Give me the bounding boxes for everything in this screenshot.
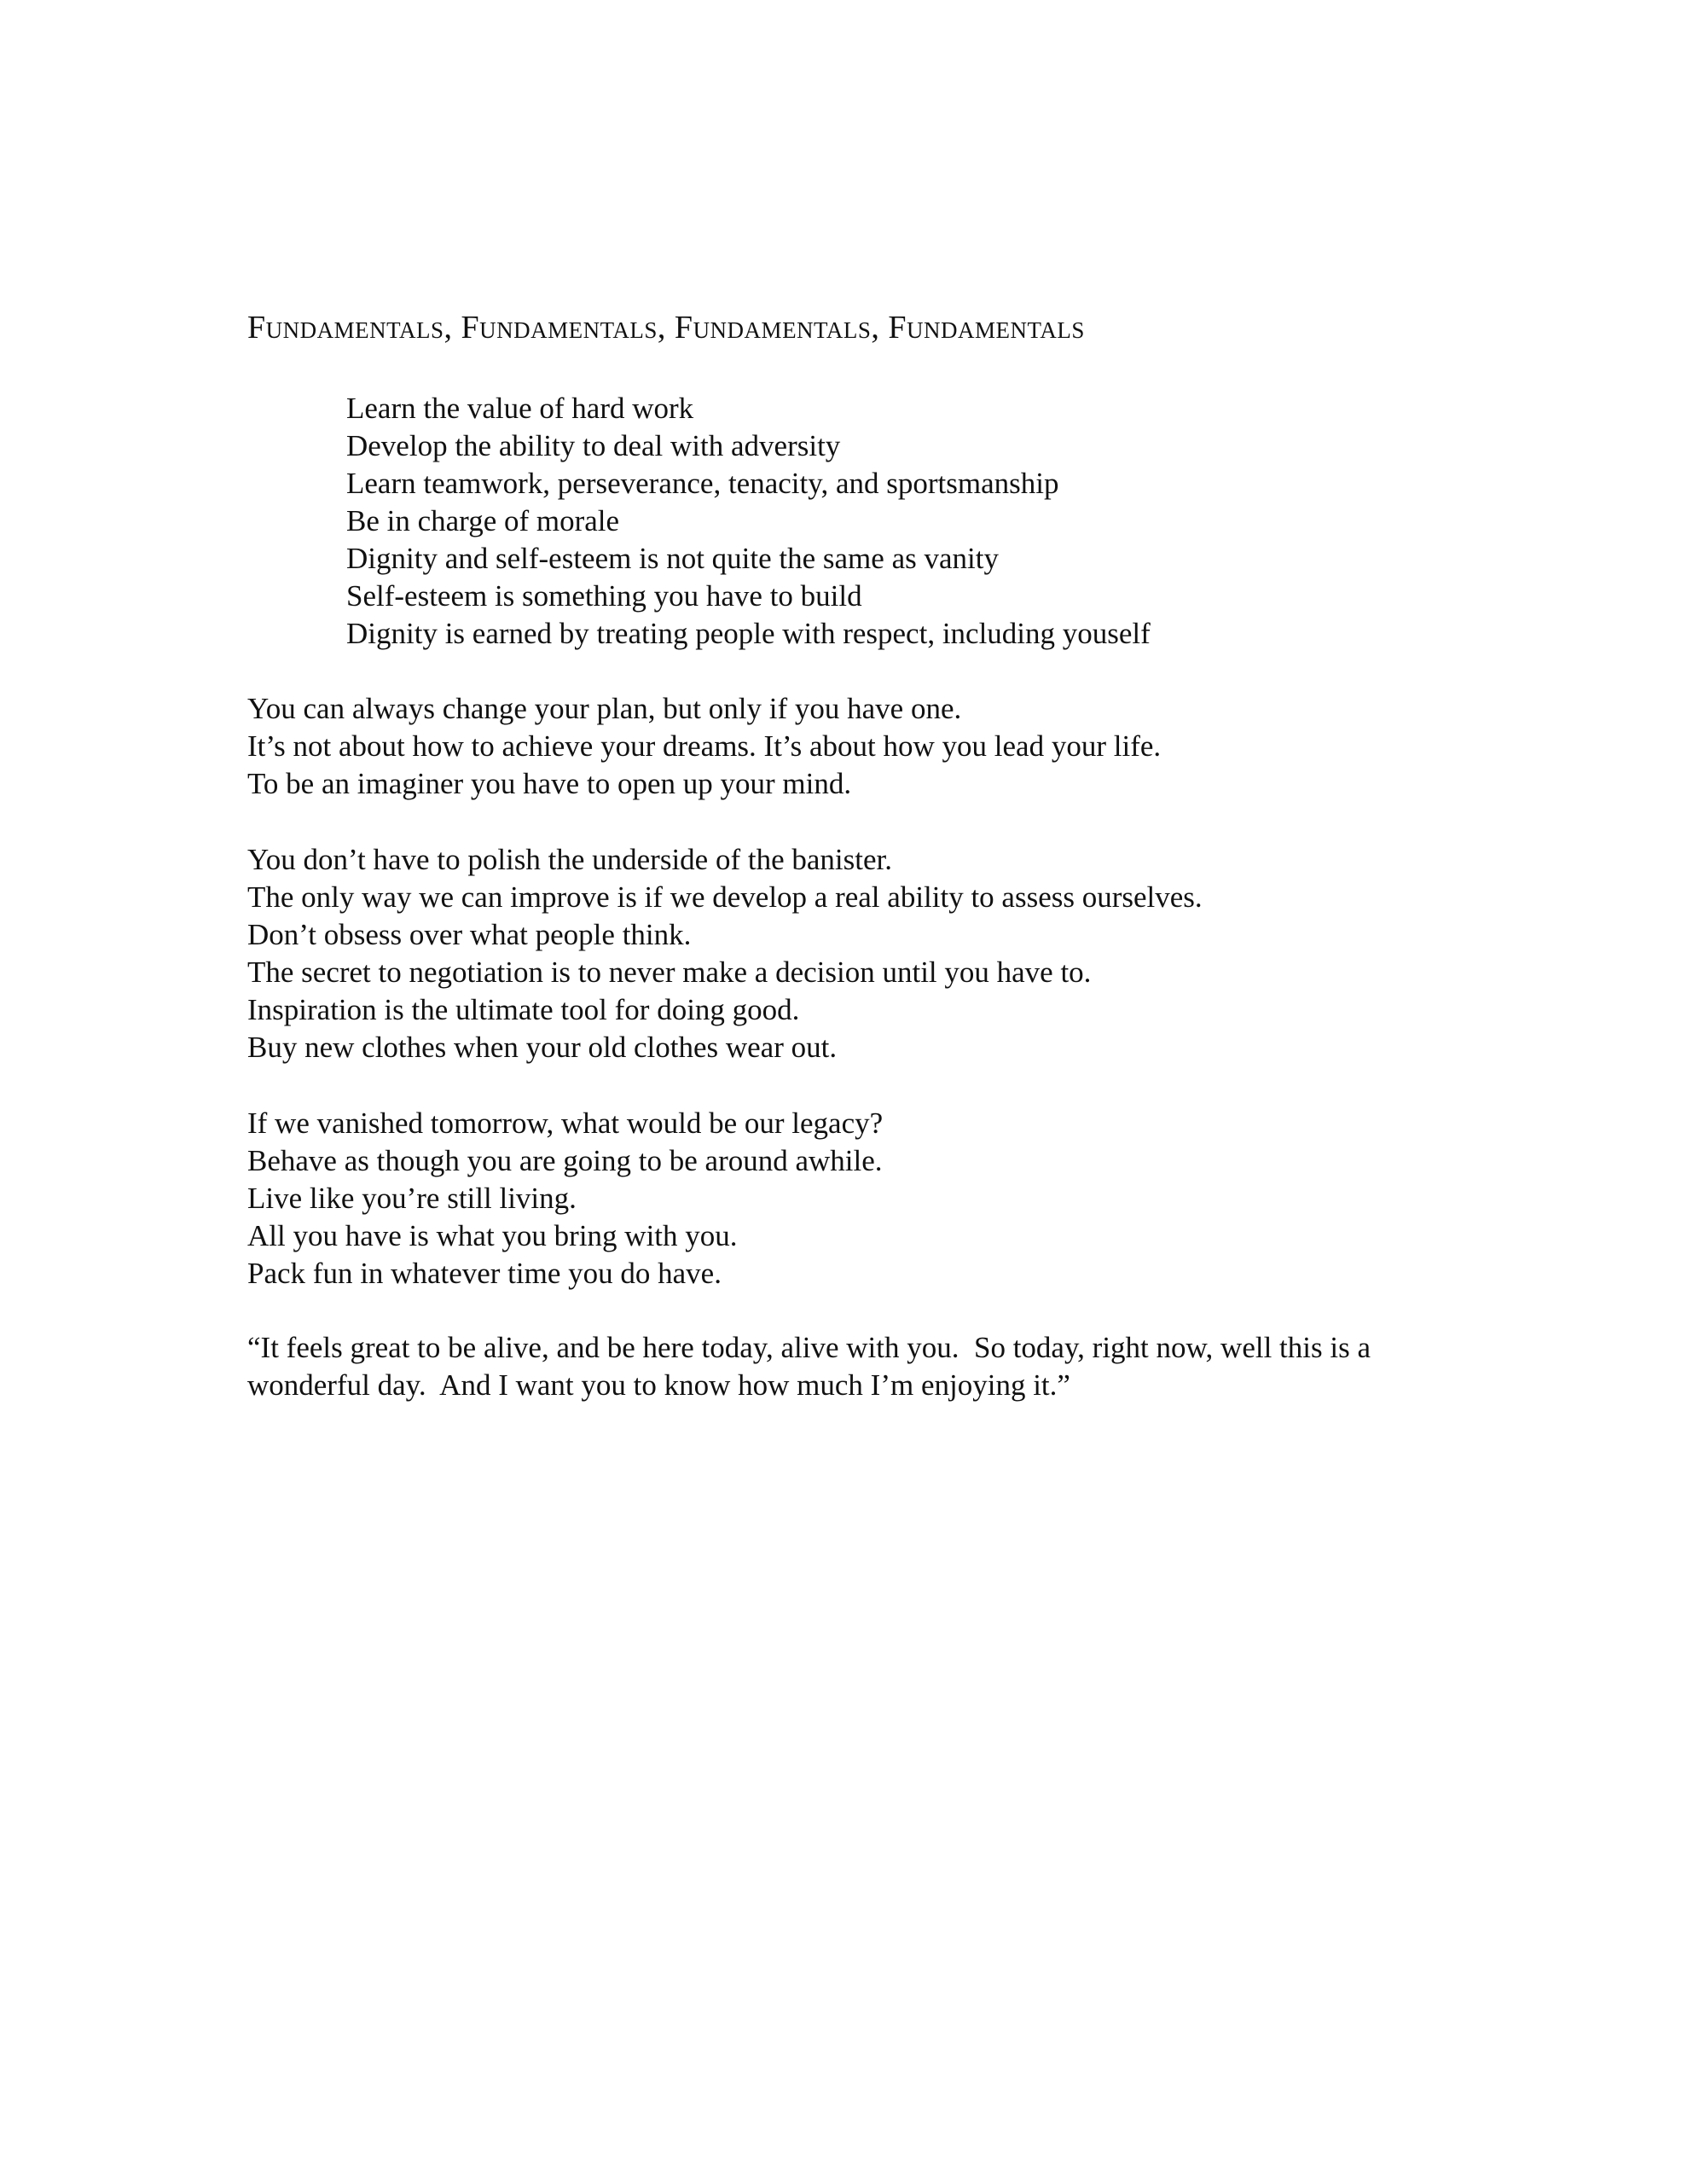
list-item: Develop the ability to deal with adversity bbox=[346, 429, 841, 462]
text-line: If we vanished tomorrow, what would be our legacy? bbox=[247, 1107, 884, 1140]
list-item: Learn the value of hard work bbox=[346, 392, 694, 425]
text-line: Live like you’re still living. bbox=[247, 1182, 577, 1215]
text-line: All you have is what you bring with you. bbox=[247, 1219, 738, 1252]
text-line: You can always change your plan, but only if you have one. bbox=[247, 692, 962, 725]
text-line: Buy new clothes when your old clothes wear out. bbox=[247, 1031, 838, 1064]
text-line: The only way we can improve is if we develop a real ability to assess ourselves. bbox=[247, 880, 1203, 914]
planning-paragraph bbox=[247, 690, 1161, 803]
text-line: You don’t have to polish the underside of the banister. bbox=[247, 843, 892, 876]
advice-paragraph bbox=[247, 841, 1203, 1066]
list-item: Be in charge of morale bbox=[346, 504, 620, 537]
page-title: Fundamentals, Fundamentals, Fundamentals, Fundamentals bbox=[247, 310, 1085, 346]
list-item: Dignity is earned by treating people with respect, including youself bbox=[346, 617, 1151, 650]
text-line: Pack fun in whatever time you do have. bbox=[247, 1257, 722, 1290]
text-line: Behave as though you are going to be around awhile. bbox=[247, 1144, 883, 1177]
text-line: It’s not about how to achieve your dreams. It’s about how you lead your life. bbox=[247, 729, 1162, 763]
legacy-paragraph bbox=[247, 1105, 883, 1292]
list-item: Self-esteem is something you have to build bbox=[346, 579, 862, 613]
text-line: The secret to negotiation is to never make a decision until you have to. bbox=[247, 956, 1092, 989]
text-line: To be an imaginer you have to open up your mind. bbox=[247, 767, 852, 800]
text-line: Don’t obsess over what people think. bbox=[247, 918, 692, 951]
list-item: Dignity and self-esteem is not quite the same as vanity bbox=[346, 542, 999, 575]
list-item: Learn teamwork, perseverance, tenacity, and sportsmanship bbox=[346, 467, 1059, 500]
closing-quote: “It feels great to be alive, and be here today, alive with you. So today, right now, well this is a wonderful day. And I want you to know how much I’m enjoying it.” bbox=[247, 1331, 1378, 1402]
text-line: Inspiration is the ultimate tool for doing good. bbox=[247, 993, 800, 1026]
fundamentals-list bbox=[346, 390, 1151, 653]
